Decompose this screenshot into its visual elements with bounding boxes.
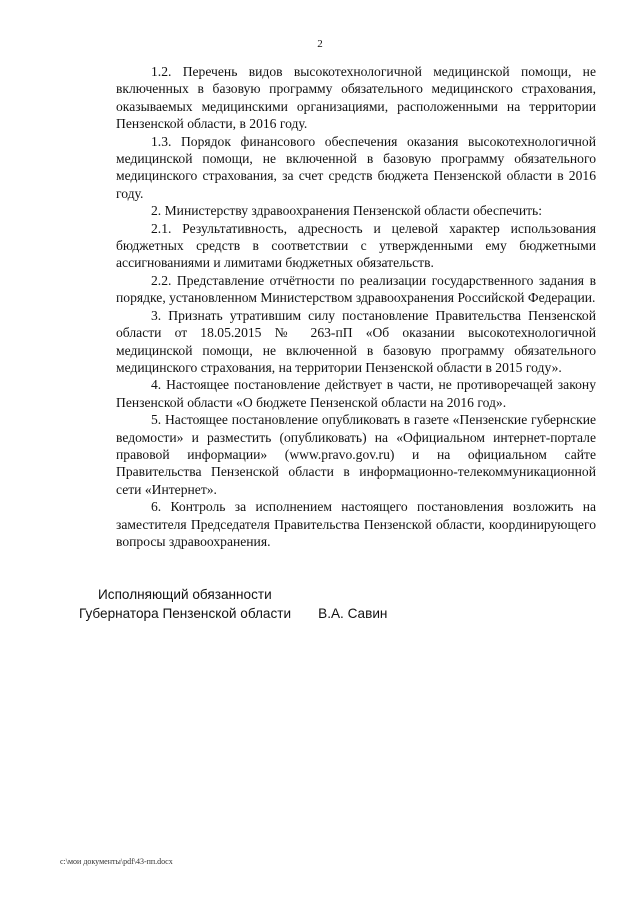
paragraph-5: 5. Настоящее постановление опубликовать в газете «Пензенские губернские ведомости» и разместить (опубликовать) на «Официальном интернет-портале правовой информации» (www.pravo.gov.ru) и на официальном сайте Правительства Пензенской области в информационно-телекоммуникационной сети «Интернет».	[116, 412, 596, 497]
paragraph-2: 2. Министерству здравоохранения Пензенской области обеспечить:	[151, 203, 543, 219]
paragraph-6: 6. Контроль за исполнением настоящего постановления возложить на заместителя Председателя Правительства Пензенской области, координирующего вопросы здравоохранения.	[116, 499, 596, 549]
paragraph-2-2: 2.2. Представление отчётности по реализации государственного задания в порядке, установленном Министерством здравоохранения Российской Федерации.	[116, 272, 596, 306]
paragraph-1-3: 1.3. Порядок финансового обеспечения оказания высокотехнологичной медицинской помощи, не включенной в базовую программу обязательного медицинского страхования, за счет средств бюджета Пензенской области в 2016 году.	[116, 133, 596, 201]
paragraph-4: 4. Настоящее постановление действует в части, не противоречащей закону Пензенской области «О бюджете Пензенской области на 2016 год».	[116, 377, 596, 410]
signature-title-line1: Исполняющий обязанности	[98, 587, 272, 602]
page-number: 2	[317, 38, 323, 50]
signatory-name: В.А. Савин	[318, 606, 388, 621]
signature-block	[79, 585, 499, 623]
footer-file-path: c:\мои документы\pdf\43-пп.docx	[60, 857, 173, 866]
document-body	[116, 63, 596, 550]
paragraph-3: 3. Признать утратившим силу постановление Правительства Пензенской области от 18.05.2015 № 263-пП «Об оказании высокотехнологичной медицинской помощи, не включенной в базовую программу обязательного медицинского страхования, на территории Пензенской области в 2015 году».	[116, 307, 596, 375]
paragraph-1-2: 1.2. Перечень видов высокотехнологичной медицинской помощи, не включенных в базовую программу обязательного медицинского страхования, оказываемых медицинскими организациями, расположенными на территории Пензенской области, в 2016 году.	[116, 64, 596, 132]
signature-position: Губернатора Пензенской области	[79, 606, 292, 621]
signature-title-line2	[79, 604, 499, 623]
paragraph-2-1: 2.1. Результативность, адресность и целевой характер использования бюджетных средств в соответствии с утвержденными ему бюджетными ассигнованиями и лимитами бюджетных обязательств.	[116, 220, 596, 271]
